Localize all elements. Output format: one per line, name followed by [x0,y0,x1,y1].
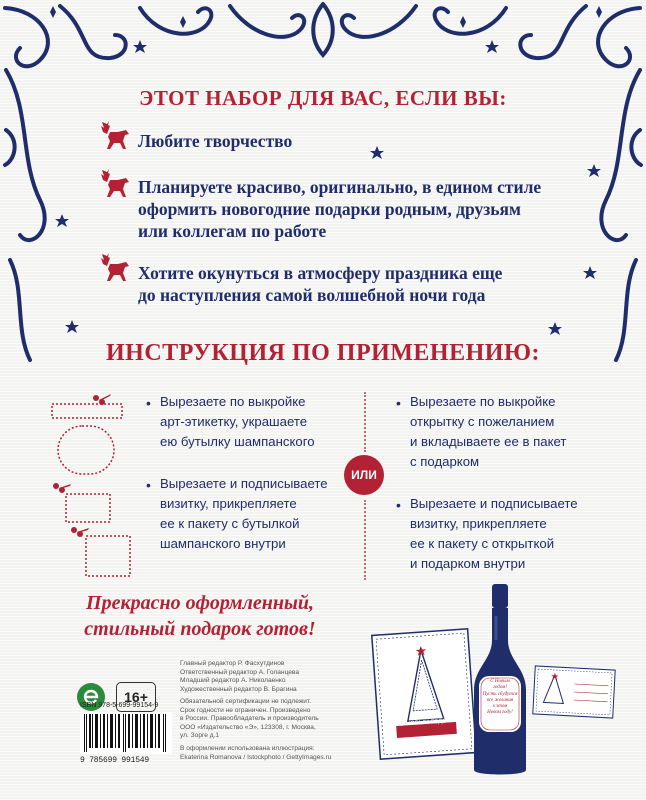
benefit-line: оформить новогодние подарки родным, друзьям [138,199,521,219]
barcode [80,712,172,754]
instruction-line: Вырезаете и подписываете [160,476,328,491]
benefit-line: Любите творчество [138,131,293,151]
product-card-illustration [368,624,480,764]
instruction-line: и подарком внутри [410,556,526,571]
instruction-line: визитку, прикрепляете [160,496,297,511]
bottle-label-text [481,679,519,717]
instruction-line: арт-этикетку, украшаете [160,414,308,429]
credit-line: Ответственный редактор А. Голанцева [180,668,300,676]
instruction-line: ею бутылку шампанского [160,434,315,449]
instruction-line: Вырезаете и подписываете [410,496,578,511]
instruction-line: шампанского внутри [160,536,286,551]
instruction-line: Вырезаете по выкройке [160,394,306,409]
benefit-line: или коллегам по работе [138,221,327,241]
credit-line: Обязательной сертификации не подлежит. [180,698,312,705]
instruction-line: с подарком [410,454,480,469]
instruction-line: визитку, прикрепляете [410,516,547,531]
credit-line: Срок годности не ограничен. Произведено [180,706,311,714]
credit-line: В оформлении использована иллюстрация: [180,745,315,752]
card-caption: С НОВЫМ ГОДОМ [399,718,453,728]
bullet-icon: • [396,395,401,411]
instruction-line: Вырезаете по выкройке [410,394,556,409]
reindeer-icon [96,252,132,286]
benefit-item [138,176,608,242]
label-line: Новом году! [487,710,513,716]
label-line: Пусть сбудутся [482,691,518,697]
credit-line: в России. Правообладатель и производитель [180,715,319,722]
credit-line: Художественный редактор В. Брагина [180,685,297,693]
credit-line: Ekaterina Romanova / Istockphoto / GettyImages.ru [180,753,332,761]
final-slogan [30,590,370,642]
instruction-line: ее к пакету с открыткой [410,536,555,551]
label-line: все желания [486,697,514,703]
page-headline: ЭТОТ НАБОР ДЛЯ ВАС, ЕСЛИ ВЫ: [139,86,507,110]
instruction-line: и вкладываете ее в пакет [410,434,567,449]
benefit-item [138,262,608,306]
instruction-item [146,392,315,452]
barcode-digits: 9 785699 991549 [80,756,150,765]
credit-line: Главный редактор Р. Фасхутдинов [180,660,285,667]
benefit-line: до наступления самой волшебной ночи года [138,285,486,305]
instructions-title: ИНСТРУКЦИЯ ПО ПРИМЕНЕНИЮ: [106,340,540,366]
instruction-line: ее к пакету с бутылкой [160,516,300,531]
reindeer-icon [96,168,132,202]
credit-line: ООО «Издательство «Э», 123308, г. Москва, [180,723,316,731]
final-slogan-line: Прекрасно оформленный, [86,592,314,614]
credit-line: Младший редактор А. Николаенко [180,677,286,684]
benefit-item [138,130,608,152]
cutout-templates-illustration [44,390,134,580]
benefit-line: Хотите окунуться в атмосферу праздника еще [138,263,503,283]
final-slogan-line: стильный подарок готов! [84,618,316,640]
or-badge: ИЛИ [344,455,384,495]
bullet-icon: • [146,395,151,411]
bullet-icon: • [396,497,401,513]
reindeer-icon [96,120,132,154]
credit-line: ул. Зорге д.1 [180,732,220,739]
instruction-item [396,494,578,574]
instruction-item [396,392,567,472]
column-divider [364,500,366,580]
gift-tag-illustration [530,664,618,720]
age-rating-badge: 16+ [116,682,156,712]
credits-illustration [180,745,355,762]
instruction-item [146,474,328,554]
bullet-icon: • [146,477,151,493]
benefit-line: Планируете красиво, оригинально, в едином стиле [138,177,542,197]
label-line: С Новым [490,679,510,684]
credits-editors [180,660,350,694]
instruction-line: открытку с пожеланием [410,414,555,429]
credits-legal [180,698,350,741]
label-line: в этом [492,704,508,710]
isbn: ISBN 978-5-699-99154-9 [80,702,159,709]
column-divider [364,392,366,452]
label-line: годом! [492,685,508,691]
